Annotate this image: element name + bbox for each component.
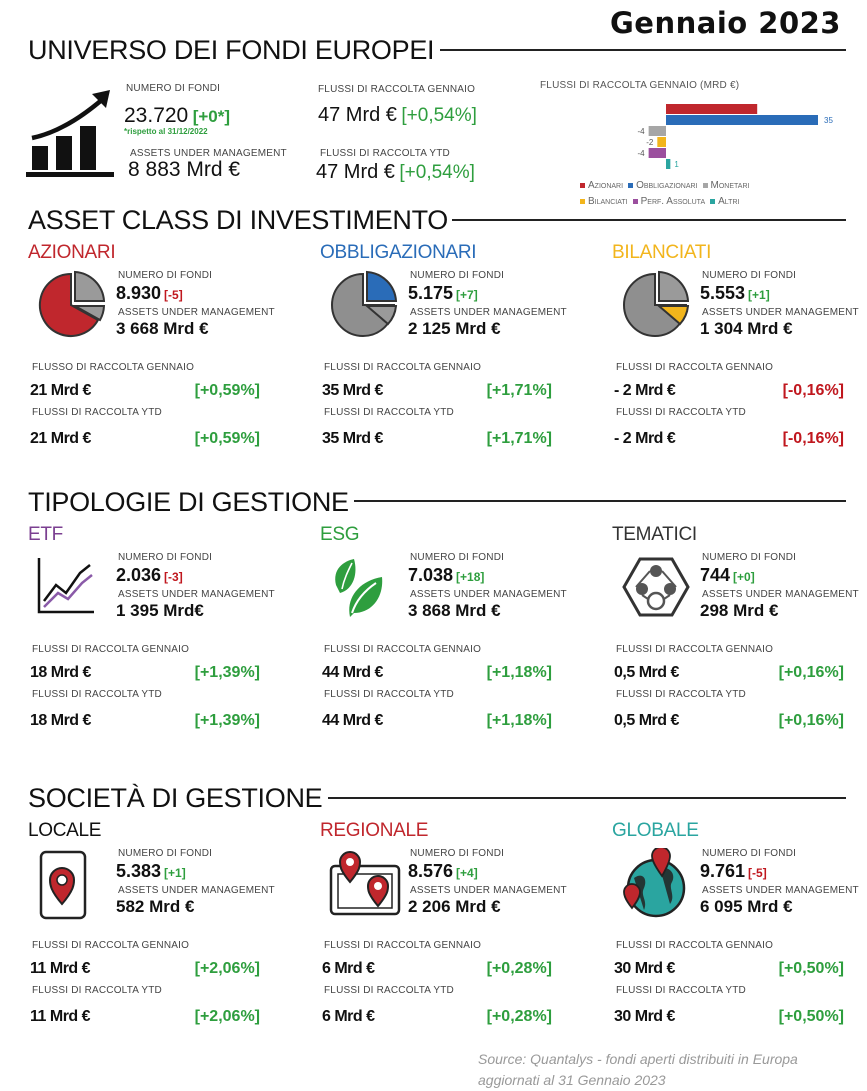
aum-value: 1 304 Mrd € (700, 319, 793, 338)
source-line: Source: Quantalys - fondi aperti distribuiti in Europa (478, 1051, 798, 1067)
funds-change: [+18] (456, 570, 485, 584)
flow-ytd-pct: [+1,39%] (194, 712, 260, 729)
flow-ytd (316, 161, 475, 184)
flow-month-value: - 2 Mrd € (614, 382, 676, 399)
funds-value: 8.930 (116, 283, 162, 303)
flow-ytd-label: FLUSSI DI RACCOLTA YTD (324, 689, 454, 700)
funds-value: 5.383 (116, 861, 162, 881)
aum-value: 1 395 Mrd€ (116, 601, 204, 620)
category-name: AZIONARI (28, 242, 116, 263)
flow-month-label: FLUSSI DI RACCOLTA GENNAIO (318, 84, 476, 95)
section-divider (328, 797, 846, 799)
funds-value: 9.761 (700, 861, 746, 881)
funds-count (116, 565, 183, 586)
thematic-icon (620, 555, 692, 624)
flow-month-value: 21 Mrd € (30, 382, 91, 399)
flow-ytd-label: FLUSSI DI RACCOLTA YTD (324, 407, 454, 418)
funds-label: NUMERO DI FONDI (126, 83, 221, 94)
flow-month (318, 104, 477, 127)
aum-value: 2 125 Mrd € (408, 319, 501, 338)
growth-chart-icon (26, 88, 118, 185)
aum-value: 8 883 Mrd € (128, 158, 241, 181)
flow-month-pct: [+0,28%] (486, 960, 552, 977)
flow-month-pct: [+2,06%] (194, 960, 260, 977)
asset-class-title: ASSET CLASS DI INVESTIMENTO (28, 205, 449, 235)
flow-ytd-label: FLUSSI DI RACCOLTA YTD (616, 689, 746, 700)
flow-month-label: FLUSSI DI RACCOLTA GENNAIO (324, 644, 482, 655)
aum-label: ASSETS UNDER MANAGEMENT (118, 885, 275, 896)
aum-label: ASSETS UNDER MANAGEMENT (702, 589, 859, 600)
flow-ytd-label: FLUSSI DI RACCOLTA YTD (32, 407, 162, 418)
flow-month-value: 18 Mrd € (30, 664, 91, 681)
flow-ytd-value: 18 Mrd € (30, 712, 91, 729)
aum-value: 3 668 Mrd € (116, 319, 209, 338)
flow-month-value: 6 Mrd € (322, 960, 375, 977)
flow-month-value: 44 Mrd € (322, 664, 383, 681)
category-name: LOCALE (28, 820, 102, 841)
aum-value: 3 868 Mrd € (408, 601, 501, 620)
aum-label: ASSETS UNDER MANAGEMENT (410, 307, 567, 318)
period-title: Gennaio 2023 (609, 6, 841, 40)
funds-count (116, 283, 183, 304)
flow-month-pct: [+0,50%] (778, 960, 844, 977)
funds-value: 7.038 (408, 565, 454, 585)
funds-label: NUMERO DI FONDI (702, 552, 797, 563)
aum-label: ASSETS UNDER MANAGEMENT (118, 307, 275, 318)
flow-ytd-value: 11 Mrd € (30, 1008, 91, 1025)
category-name: TEMATICI (612, 524, 697, 545)
funds-change: [+7] (456, 288, 478, 302)
funds-count (700, 565, 755, 586)
funds-count (116, 861, 186, 882)
funds-label: NUMERO DI FONDI (118, 848, 213, 859)
flow-month-label: FLUSSI DI RACCOLTA GENNAIO (616, 362, 774, 373)
bar-altri (666, 159, 670, 169)
funds-change: [+4] (456, 866, 478, 880)
funds-count (408, 283, 478, 304)
funds-value: 23.720 (124, 104, 189, 127)
category-name: OBBLIGAZIONARI (320, 242, 477, 263)
flow-month-pct: [+0,59%] (194, 382, 260, 399)
management-title: TIPOLOGIE DI GESTIONE (28, 487, 349, 517)
funds-change: [+1] (748, 288, 770, 302)
flow-ytd-value: 0,5 Mrd € (614, 712, 679, 729)
flow-ytd-value: 47 Mrd € (316, 161, 395, 183)
funds-count (408, 861, 478, 882)
update-line: aggiornati al 31 Gennaio 2023 (478, 1072, 666, 1088)
section-divider (354, 500, 846, 502)
funds-value: 5.553 (700, 283, 746, 303)
funds-change: [-5] (748, 866, 767, 880)
bar-label: -4 (637, 127, 645, 136)
flow-ytd-value: 35 Mrd € (322, 430, 383, 447)
category-name: GLOBALE (612, 820, 699, 841)
legend-label: Monetari (710, 180, 750, 191)
funds-label: NUMERO DI FONDI (410, 270, 505, 281)
category-name: REGIONALE (320, 820, 429, 841)
flow-ytd-label: FLUSSI DI RACCOLTA YTD (320, 148, 450, 159)
chart-legend (580, 177, 800, 209)
flow-month-pct: [+1,18%] (486, 664, 552, 681)
legend-label: Azionari (588, 180, 624, 191)
flow-month-value: 0,5 Mrd € (614, 664, 679, 681)
flow-month-pct: [-0,16%] (782, 382, 844, 399)
legend-item (633, 196, 706, 206)
legend-swatch (580, 199, 585, 204)
funds-change: [-5] (164, 288, 183, 302)
legend-swatch (628, 183, 633, 188)
legend-item (710, 196, 739, 206)
funds-value: 5.175 (408, 283, 454, 303)
flow-month-label: FLUSSI DI RACCOLTA GENNAIO (324, 940, 482, 951)
bar-label: -4 (637, 149, 645, 158)
funds-label: NUMERO DI FONDI (702, 848, 797, 859)
flow-bar-chart (600, 98, 860, 170)
source-note (478, 1049, 798, 1091)
etf-icon (36, 555, 96, 620)
chart-title: FLUSSI DI RACCOLTA GENNAIO (MRD €) (540, 80, 740, 91)
bar-label: 1 (674, 160, 679, 169)
flow-ytd-pct: [+2,06%] (194, 1008, 260, 1025)
aum-value: 2 206 Mrd € (408, 897, 501, 916)
legend-item (703, 180, 750, 190)
section-divider (452, 219, 846, 221)
flow-month-label: FLUSSO DI RACCOLTA GENNAIO (32, 362, 195, 373)
flow-ytd-pct: [+0,50%] (778, 1008, 844, 1025)
flow-ytd-label: FLUSSI DI RACCOLTA YTD (616, 407, 746, 418)
legend-item (628, 180, 697, 190)
flow-month-pct: [+1,39%] (194, 664, 260, 681)
legend-swatch (580, 183, 585, 188)
funds-change: [+0] (733, 570, 755, 584)
legend-swatch (710, 199, 715, 204)
bar-obbligazionari (666, 115, 818, 125)
funds-label: NUMERO DI FONDI (702, 270, 797, 281)
flow-month-pct: [+1,71%] (486, 382, 552, 399)
aum-label: ASSETS UNDER MANAGEMENT (410, 589, 567, 600)
flow-month-pct: [+0,16%] (778, 664, 844, 681)
bar-monetari (649, 126, 666, 136)
flow-ytd-value: - 2 Mrd € (614, 430, 676, 447)
flow-month-label: FLUSSI DI RACCOLTA GENNAIO (32, 644, 190, 655)
bar-label: 35 (824, 116, 833, 125)
funds-label: NUMERO DI FONDI (410, 552, 505, 563)
flow-ytd-pct: [+0,28%] (486, 1008, 552, 1025)
category-name: ETF (28, 524, 63, 545)
bar-label: -2 (646, 138, 654, 147)
flow-month-label: FLUSSI DI RACCOLTA GENNAIO (324, 362, 482, 373)
flow-ytd-pct: [+0,54%] (399, 162, 475, 183)
bar-bilanciati (657, 137, 666, 147)
flow-ytd-label: FLUSSI DI RACCOLTA YTD (32, 689, 162, 700)
funds-value: 744 (700, 565, 731, 585)
legend-label: Altri (718, 196, 740, 207)
aum-value: 6 095 Mrd € (700, 897, 793, 916)
funds-value: 2.036 (116, 565, 162, 585)
flow-ytd-value: 30 Mrd € (614, 1008, 675, 1025)
flow-month-label: FLUSSI DI RACCOLTA GENNAIO (32, 940, 190, 951)
funds-count (700, 861, 767, 882)
flow-ytd-pct: [+1,18%] (486, 712, 552, 729)
flow-month-value: 30 Mrd € (614, 960, 675, 977)
funds-value: 8.576 (408, 861, 454, 881)
flow-ytd-label: FLUSSI DI RACCOLTA YTD (32, 985, 162, 996)
pie-yellow-icon (620, 270, 690, 345)
aum-label: ASSETS UNDER MANAGEMENT (410, 885, 567, 896)
bar-perfassoluta (649, 148, 666, 158)
flow-ytd-pct: [-0,16%] (782, 430, 844, 447)
bar-label: 21 (743, 105, 753, 114)
flow-month-value: 11 Mrd € (30, 960, 91, 977)
legend-label: Obbligazionari (636, 180, 698, 191)
aum-label: ASSETS UNDER MANAGEMENT (702, 307, 859, 318)
companies-title: SOCIETÀ DI GESTIONE (28, 783, 323, 813)
aum-label: ASSETS UNDER MANAGEMENT (118, 589, 275, 600)
flow-month-value: 35 Mrd € (322, 382, 383, 399)
funds-count (408, 565, 484, 586)
legend-item (580, 196, 628, 206)
flow-ytd-value: 6 Mrd € (322, 1008, 375, 1025)
category-name: ESG (320, 524, 360, 545)
funds-change: [-3] (164, 570, 183, 584)
global-icon (620, 848, 694, 927)
funds-note: *rispetto al 31/12/2022 (124, 127, 208, 136)
local-icon (36, 848, 92, 927)
universe-title: UNIVERSO DEI FONDI EUROPEI (28, 35, 435, 65)
flow-month-label: FLUSSI DI RACCOLTA GENNAIO (616, 940, 774, 951)
aum-value: 582 Mrd € (116, 897, 195, 916)
flow-ytd-pct: [+1,71%] (486, 430, 552, 447)
pie-red-icon (36, 270, 106, 345)
aum-label: ASSETS UNDER MANAGEMENT (702, 885, 859, 896)
legend-label: Perf. Assoluta (640, 196, 706, 207)
funds-count (700, 283, 770, 304)
funds-label: NUMERO DI FONDI (118, 270, 213, 281)
flow-ytd-label: FLUSSI DI RACCOLTA YTD (324, 985, 454, 996)
esg-icon (328, 555, 388, 624)
legend-label: Bilanciati (588, 196, 628, 207)
flow-ytd-value: 44 Mrd € (322, 712, 383, 729)
funds-label: NUMERO DI FONDI (410, 848, 505, 859)
flow-ytd-pct: [+0,16%] (778, 712, 844, 729)
regional-icon (328, 848, 404, 923)
funds-count (124, 104, 230, 128)
legend-item (580, 180, 623, 190)
flow-ytd-pct: [+0,59%] (194, 430, 260, 447)
aum-label: ASSETS UNDER MANAGEMENT (130, 148, 287, 159)
aum-value: 298 Mrd € (700, 601, 779, 620)
funds-change: [+1] (164, 866, 186, 880)
pie-blue-icon (328, 270, 398, 345)
flow-ytd-label: FLUSSI DI RACCOLTA YTD (616, 985, 746, 996)
funds-label: NUMERO DI FONDI (118, 552, 213, 563)
legend-swatch (703, 183, 708, 188)
flow-month-value: 47 Mrd € (318, 104, 397, 126)
flow-ytd-value: 21 Mrd € (30, 430, 91, 447)
flow-month-pct: [+0,54%] (401, 105, 477, 126)
legend-swatch (633, 199, 638, 204)
category-name: BILANCIATI (612, 242, 712, 263)
funds-change: [+0*] (192, 107, 231, 126)
section-divider (440, 49, 846, 51)
flow-month-label: FLUSSI DI RACCOLTA GENNAIO (616, 644, 774, 655)
